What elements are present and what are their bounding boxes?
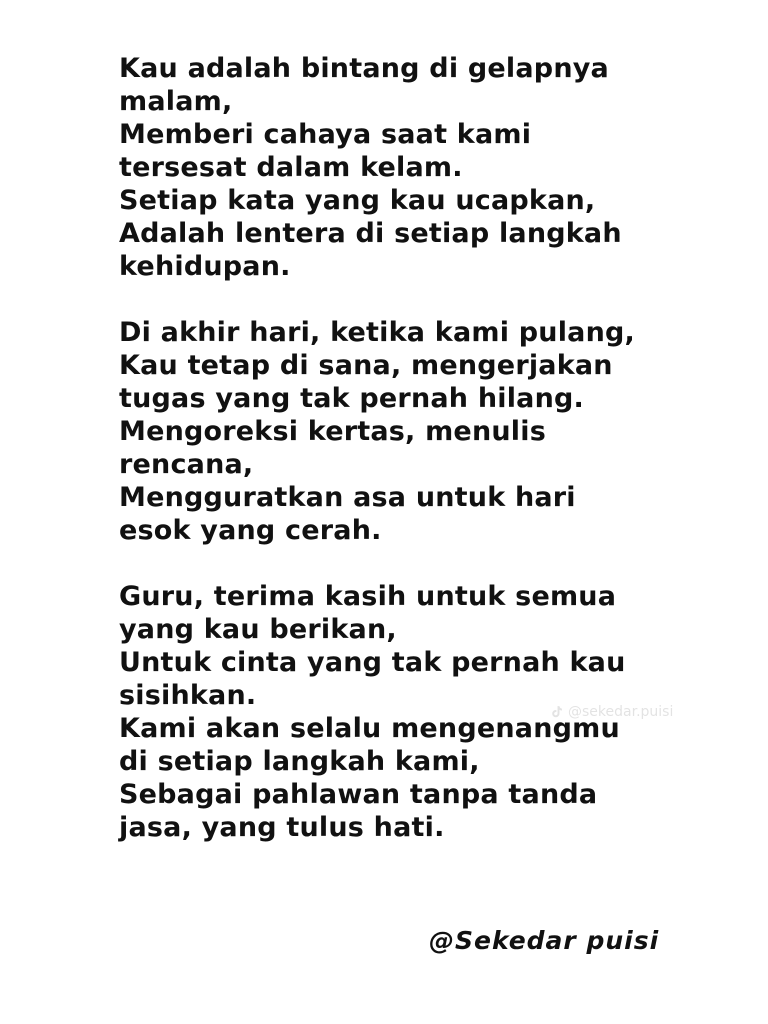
poem-line: sisihkan.: [119, 680, 257, 711]
poem-line: Mengguratkan asa untuk hari: [119, 482, 576, 513]
poem-line: Mengoreksi kertas, menulis: [119, 416, 546, 447]
poem-line: Kau tetap di sana, mengerjakan: [119, 350, 613, 381]
poem-line: kehidupan.: [119, 251, 291, 282]
poem-line: Kau adalah bintang di gelapnya: [119, 53, 609, 84]
stanza-1: [119, 52, 719, 283]
poem-line: Di akhir hari, ketika kami pulang,: [119, 317, 635, 348]
author-signature: @Sekedar puisi: [429, 926, 660, 955]
watermark-handle: @sekedar.puisi: [568, 704, 674, 720]
poem-line: malam,: [119, 86, 233, 117]
poem-line: Untuk cinta yang tak pernah kau: [119, 647, 626, 678]
poem-line: tersesat dalam kelam.: [119, 152, 463, 183]
poem-line: Guru, terima kasih untuk semua: [119, 581, 617, 612]
poem-line: tugas yang tak pernah hilang.: [119, 383, 584, 414]
stanza-2: [119, 316, 719, 547]
poem-body: [119, 52, 719, 877]
watermark: [550, 704, 673, 720]
poem-line: Setiap kata yang kau ucapkan,: [119, 185, 596, 216]
poem-line: jasa, yang tulus hati.: [119, 812, 445, 843]
poem-line: esok yang cerah.: [119, 515, 382, 546]
tiktok-icon: [550, 705, 564, 719]
poem-line: di setiap langkah kami,: [119, 746, 480, 777]
poem-line: Memberi cahaya saat kami: [119, 119, 532, 150]
poem-line: Adalah lentera di setiap langkah: [119, 218, 622, 249]
poem-line: rencana,: [119, 449, 254, 480]
poem-line: yang kau berikan,: [119, 614, 397, 645]
poem-line: Kami akan selalu mengenangmu: [119, 713, 620, 744]
poem-line: Sebagai pahlawan tanpa tanda: [119, 779, 598, 810]
